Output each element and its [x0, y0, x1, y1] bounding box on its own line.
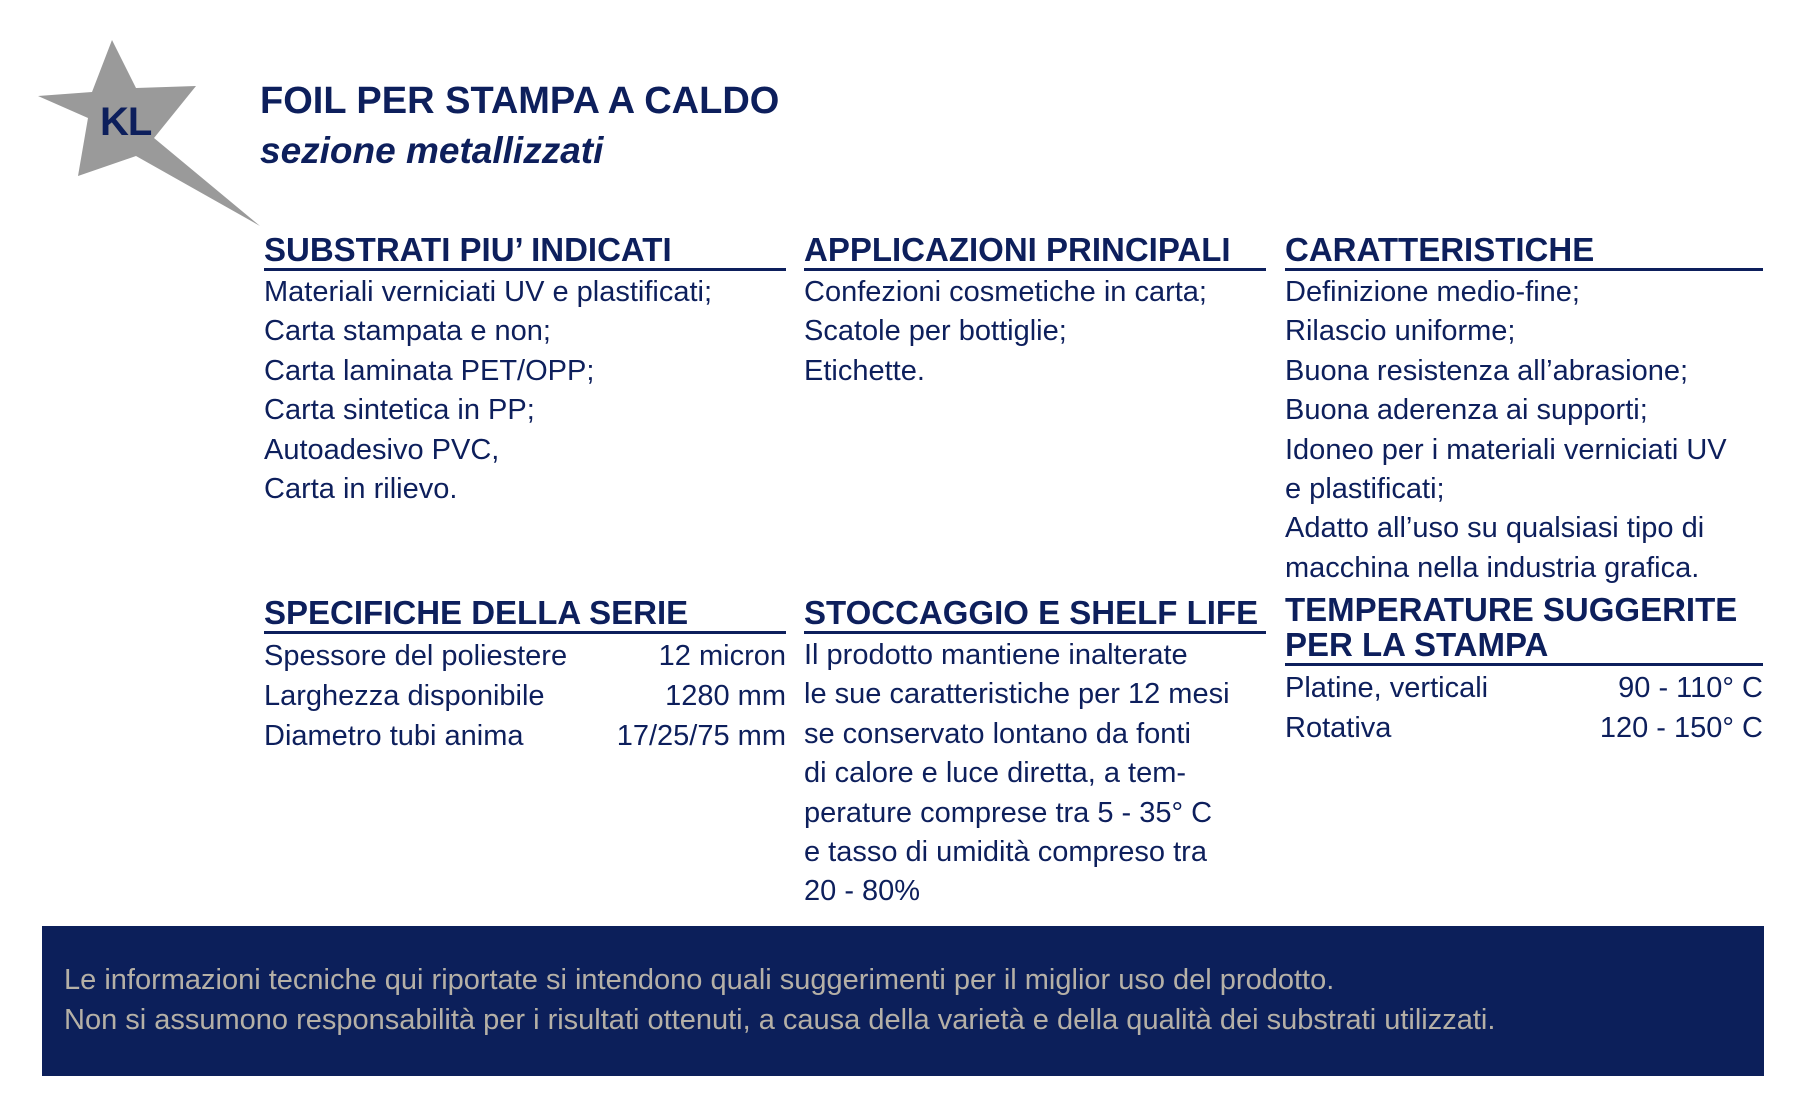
- text-line: di calore e luce diretta, a tem-: [804, 757, 1187, 790]
- page-title: FOIL PER STAMPA A CALDO: [260, 80, 780, 122]
- temperature-label: Platine, verticali: [1285, 672, 1489, 704]
- section-body: [264, 273, 786, 509]
- disclaimer-line: Le informazioni tecniche qui riportate si intendono quali suggerimenti per il miglior uso del prodotto.: [64, 964, 1335, 996]
- section-title: STOCCAGGIO E SHELF LIFE: [804, 595, 1266, 634]
- list-item: Autoadesivo PVC,: [264, 433, 500, 466]
- list-item: Idoneo per i materiali verniciati UV: [1285, 433, 1727, 466]
- list-item: Etichette.: [804, 354, 925, 387]
- text-line: se conservato lontano da fonti: [804, 717, 1191, 750]
- list-item: Carta laminata PET/OPP;: [264, 354, 595, 387]
- text-line: le sue caratteristiche per 12 mesi: [804, 678, 1230, 711]
- spec-label: Larghezza disponibile: [264, 680, 545, 712]
- temperature-value: 90 - 110° C: [1618, 672, 1763, 704]
- section-caratteristiche: [1285, 232, 1763, 588]
- temperature-table: [1285, 668, 1763, 748]
- section-title: CARATTERISTICHE: [1285, 232, 1763, 271]
- list-item: Definizione medio-fine;: [1285, 276, 1580, 308]
- temperature-row: [1285, 708, 1763, 748]
- temperature-label: Rotativa: [1285, 712, 1392, 744]
- list-item: Adatto all’uso su qualsiasi tipo di: [1285, 512, 1705, 545]
- spec-row: [264, 636, 786, 676]
- page-subtitle: sezione metallizzati: [260, 130, 604, 171]
- text-line: Il prodotto mantiene inalterate: [804, 639, 1188, 671]
- section-body: [804, 273, 1266, 391]
- section-stoccaggio: [804, 595, 1266, 912]
- section-title-line: PER LA STAMPA: [1285, 626, 1549, 663]
- spec-row: [264, 676, 786, 716]
- temperature-value: 120 - 150° C: [1599, 712, 1763, 744]
- spec-label: Diametro tubi anima: [264, 720, 524, 752]
- section-temperature: [1285, 592, 1763, 748]
- list-item: Confezioni cosmetiche in carta;: [804, 276, 1207, 308]
- list-item: Rilascio uniforme;: [1285, 315, 1516, 348]
- section-title: SPECIFICHE DELLA SERIE: [264, 595, 786, 634]
- section-body: [1285, 273, 1763, 588]
- section-title: [1285, 592, 1763, 666]
- spec-value: 1280 mm: [665, 680, 786, 712]
- text-line: e tasso di umidità compreso tra: [804, 836, 1207, 869]
- spec-label: Spessore del poliestere: [264, 640, 568, 672]
- disclaimer-line: Non si assumono responsabilità per i risultati ottenuti, a causa della varietà e della qualità dei substrati utilizzati.: [64, 1004, 1496, 1036]
- text-line: 20 - 80%: [804, 875, 921, 908]
- spec-table: [264, 636, 786, 756]
- list-item: Carta in rilievo.: [264, 473, 458, 506]
- section-title: SUBSTRATI PIU’ INDICATI: [264, 232, 786, 271]
- list-item: macchina nella industria grafica.: [1285, 551, 1700, 584]
- spec-value: 17/25/75 mm: [616, 720, 786, 752]
- temperature-row: [1285, 668, 1763, 708]
- list-item: Materiali verniciati UV e plastificati;: [264, 276, 713, 308]
- list-item: Carta stampata e non;: [264, 315, 551, 348]
- spec-value: 12 micron: [658, 640, 786, 672]
- logo-text: KL: [100, 100, 152, 144]
- list-item: Carta sintetica in PP;: [264, 394, 535, 427]
- section-substrati: [264, 232, 786, 509]
- section-applicazioni: [804, 232, 1266, 391]
- section-specifiche: [264, 595, 786, 756]
- star-icon: [38, 38, 268, 268]
- text-line: perature comprese tra 5 - 35° C: [804, 796, 1213, 829]
- list-item: Scatole per bottiglie;: [804, 315, 1067, 348]
- list-item: Buona resistenza all’abrasione;: [1285, 354, 1689, 387]
- disclaimer-banner: [42, 926, 1764, 1076]
- section-body: [804, 636, 1266, 912]
- disclaimer-text: [64, 960, 1495, 1040]
- list-item: Buona aderenza ai supporti;: [1285, 394, 1648, 427]
- section-title-line: TEMPERATURE SUGGERITE: [1285, 591, 1738, 628]
- list-item: e plastificati;: [1285, 473, 1445, 506]
- section-title: APPLICAZIONI PRINCIPALI: [804, 232, 1266, 271]
- spec-row: [264, 716, 786, 756]
